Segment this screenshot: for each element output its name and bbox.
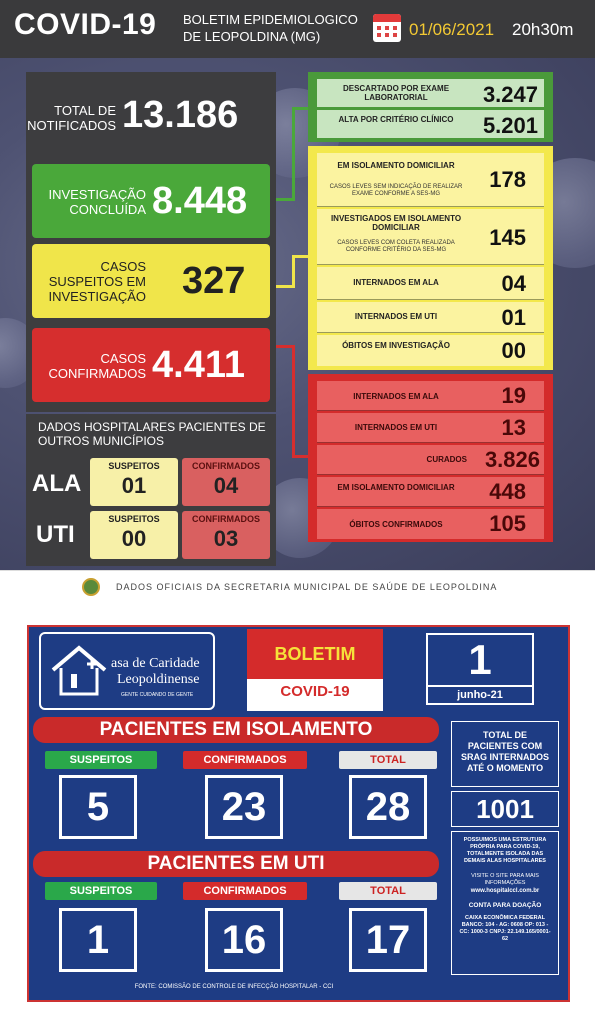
ala-suspeitos-label: SUSPEITOS <box>108 461 160 471</box>
red-row <box>317 445 544 475</box>
green-row-value: 3.247 <box>482 82 538 107</box>
iso-suspeitos-value: 5 <box>59 775 137 839</box>
ala-suspeitos-card <box>90 458 178 506</box>
connector-green-v <box>292 107 295 201</box>
doacao-text: CAIXA ECONÔMICA FEDERAL BANCO: 104 - AG: 0608 OP: 013 - CC: 1000-3 CNPJ: 22.149.165/0001-62 <box>459 915 551 942</box>
date-month: junho-21 <box>428 685 532 703</box>
iso-total-value: 28 <box>349 775 427 839</box>
boletim-label: BOLETIM <box>247 629 383 679</box>
hospital-bulletin <box>27 625 570 1002</box>
yellow-row-note: CASOS LEVES SEM INDICAÇÃO DE REALIZAR EXAME CONFORME A SES-MG <box>329 184 463 197</box>
yellow-row-note: CASOS LEVES COM COLETA REALIZADA CONFORME CRITÉRIO DA SES-MG <box>337 240 455 253</box>
suspeitos-card <box>32 244 270 318</box>
suspeitos-value: 327 <box>182 260 246 302</box>
red-row-value: 13 <box>501 415 526 440</box>
investigacao-label: INVESTIGAÇÃO CONCLUÍDA <box>48 187 146 217</box>
red-row-label: CURADOS <box>426 455 467 464</box>
hospital-logo <box>39 632 215 710</box>
fonte-text: FONTE: COMISSÃO DE CONTROLE DE INFECÇÃO HOSPITALAR - CCI <box>134 984 334 990</box>
header-bar <box>0 0 595 58</box>
iso-suspeitos-label: SUSPEITOS <box>45 751 157 769</box>
srag-label: TOTAL DE PACIENTES COM SRAG INTERNADOS ATÉ O MOMENTO <box>451 721 559 787</box>
uti-total-label: TOTAL <box>339 882 437 900</box>
uti-suspeitos-label: SUSPEITOS <box>108 514 160 524</box>
header-subtitle: BOLETIM EPIDEMIOLOGICO DE LEOPOLDINA (MG) <box>183 12 358 44</box>
info-text: POSSUIMOS UMA ESTRUTURA PRÓPRIA PARA COVID-19, TOTALMENTE ISOLADA DAS DEMAIS ALAS HOSPITALARES <box>463 837 547 864</box>
date-day: 1 <box>468 636 492 683</box>
uti-suspeitos-value: 1 <box>59 908 137 972</box>
ala-confirmados-label: CONFIRMADOS <box>192 461 260 471</box>
uti-confirmados-value: 16 <box>205 908 283 972</box>
header-title: COVID-19 <box>14 8 157 41</box>
logo-line2: Leopoldinense <box>117 672 200 687</box>
logo-line1: asa de Caridade <box>111 656 200 671</box>
footer-bar <box>0 570 595 604</box>
yellow-row-label: EM ISOLAMENTO DOMICILIAR <box>337 161 455 170</box>
green-row-value: 5.201 <box>482 113 538 138</box>
yellow-row-label: ÓBITOS EM INVESTIGAÇÃO <box>342 341 450 350</box>
hospital-panel <box>26 414 276 566</box>
uti-confirmados-value: 03 <box>213 526 239 551</box>
yellow-row-label: INTERNADOS EM UTI <box>354 312 438 321</box>
uti-banner: PACIENTES EM UTI <box>33 851 439 877</box>
red-row-label: INTERNADOS EM ALA <box>353 392 439 401</box>
iso-confirmados-label: CONFIRMADOS <box>183 751 307 769</box>
yellow-row-value: 145 <box>489 225 526 250</box>
header-time: 20h30m <box>512 20 574 39</box>
yellow-row <box>317 267 544 300</box>
ala-confirmados-card <box>182 458 270 506</box>
uti-confirmados-label: CONFIRMADOS <box>183 882 307 900</box>
isolamento-banner: PACIENTES EM ISOLAMENTO <box>33 717 439 743</box>
ala-confirmados-value: 04 <box>213 473 239 498</box>
yellow-row-value: 178 <box>489 167 526 192</box>
doacao-title: CONTA PARA DOAÇÃO <box>468 902 542 909</box>
red-row <box>317 477 544 507</box>
uti-suspeitos-label: SUSPEITOS <box>45 882 157 900</box>
info-box <box>451 831 559 975</box>
covid-label: COVID-19 <box>280 683 350 700</box>
iso-total-label: TOTAL <box>339 751 437 769</box>
yellow-row-label: INTERNADOS EM ALA <box>353 278 439 287</box>
red-row-value: 3.826 <box>484 447 540 472</box>
house-icon <box>49 642 109 698</box>
ala-label: ALA <box>32 470 82 497</box>
green-row-label: ALTA POR CRITÉRIO CLÍNICO <box>338 115 454 124</box>
site-url-link[interactable]: www.hospitalccl.com.br <box>470 888 540 894</box>
suspeitos-label: CASOS SUSPEITOS EM INVESTIGAÇÃO <box>48 259 146 304</box>
logo-tagline: GENTE CUIDANDO DE GENTE <box>121 692 194 698</box>
yellow-row <box>317 209 544 265</box>
red-row-label: EM ISOLAMENTO DOMICILIAR <box>337 483 455 492</box>
green-row-label: DESCARTADO POR EXAME LABORATORIAL <box>342 84 450 102</box>
red-row <box>317 509 544 539</box>
uti-suspeitos-card <box>90 511 178 559</box>
red-row-value: 19 <box>501 383 526 408</box>
uti-confirmados-card <box>182 511 270 559</box>
uti-confirmados-label: CONFIRMADOS <box>192 514 260 524</box>
red-row-label: ÓBITOS CONFIRMADOS <box>349 520 443 529</box>
iso-confirmados-value: 23 <box>205 775 283 839</box>
red-column <box>308 374 553 542</box>
yellow-row <box>317 302 544 333</box>
connector-red-v <box>292 345 295 457</box>
boletim-badge <box>247 629 383 711</box>
ala-suspeitos-value: 01 <box>121 473 147 498</box>
header-date: 01/06/2021 <box>409 20 495 39</box>
investigacao-value: 8.448 <box>152 180 248 222</box>
confirmados-card <box>32 328 270 402</box>
uti-suspeitos-value: 00 <box>121 526 147 551</box>
red-row-value: 105 <box>489 511 526 536</box>
srag-value: 1001 <box>451 791 559 827</box>
yellow-column <box>308 146 553 370</box>
investigacao-card <box>32 164 270 238</box>
confirmados-label: CASOS CONFIRMADOS <box>48 351 146 381</box>
green-row <box>317 79 544 107</box>
yellow-row-value: 01 <box>501 305 526 330</box>
city-seal-icon <box>82 578 100 596</box>
yellow-row-label: INVESTIGADOS EM ISOLAMENTO DOMICILIAR <box>330 214 462 232</box>
confirmados-value: 4.411 <box>152 344 245 386</box>
notificados-label: TOTAL DE NOTIFICADOS <box>27 103 116 133</box>
red-row-label: INTERNADOS EM UTI <box>354 423 438 432</box>
footer-text: DADOS OFICIAIS DA SECRETARIA MUNICIPAL DE SAÚDE DE LEOPOLDINA <box>116 582 498 592</box>
yellow-row-value: 00 <box>501 338 526 363</box>
site-text: VISITE O SITE PARA MAIS INFORMAÇÕES <box>471 873 539 886</box>
notificados-value: 13.186 <box>122 94 239 136</box>
hospital-title: DADOS HOSPITALARES PACIENTES DE OUTROS MUNICÍPIOS <box>38 420 266 448</box>
date-box <box>426 633 534 705</box>
uti-label: UTI <box>36 521 75 548</box>
yellow-row <box>317 153 544 207</box>
calendar-icon <box>373 14 401 42</box>
green-column <box>308 72 553 142</box>
yellow-row <box>317 335 544 366</box>
uti-total-value: 17 <box>349 908 427 972</box>
green-row <box>317 110 544 138</box>
yellow-row-value: 04 <box>501 271 526 296</box>
red-row <box>317 413 544 443</box>
connector-yellow-v <box>292 255 295 288</box>
red-row <box>317 381 544 411</box>
red-row-value: 448 <box>489 479 526 504</box>
summary-panel <box>26 72 276 412</box>
